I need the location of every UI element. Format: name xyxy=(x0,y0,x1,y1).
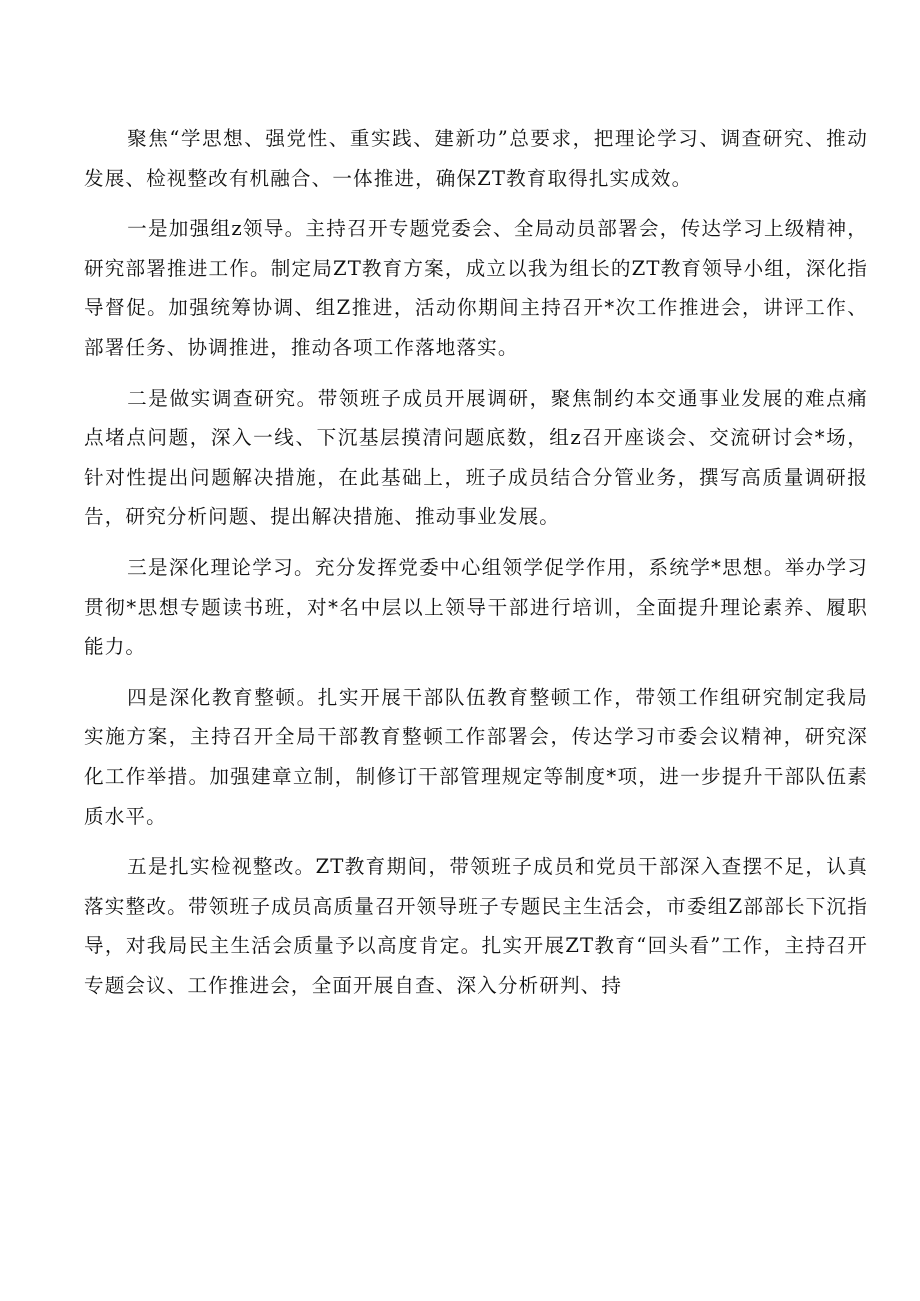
document-body xyxy=(84,119,868,1016)
paragraph-theory-study: 三是深化理论学习。充分发挥党委中心组领学促学作用，系统学*思想。举办学习贯彻*思想专题读书班，对*名中层以上领导干部进行培训，全面提升理论素养、履职能力。 xyxy=(84,555,868,659)
paragraph-intro: 聚焦“学思想、强党性、重实践、建新功”总要求，把理论学习、调查研究、推动发展、检视整改有机融合、一体推进，确保ZT教育取得扎实成效。 xyxy=(84,127,868,190)
paragraph-research: 二是做实调查研究。带领班子成员开展调研，聚焦制约本交通事业发展的难点痛点堵点问题，深入一线、下沉基层摸清问题底数，组z召开座谈会、交流研讨会*场，针对性提出问题解决措施，在此基础上，班子成员结合分管业务，撰写高质量调研报告，研究分析问题、提出解决措施、推动事业发展。 xyxy=(84,386,868,529)
paragraph-education-rectification: 四是深化教育整顿。扎实开展干部队伍教育整顿工作，带领工作组研究制定我局实施方案，主持召开全局干部教育整顿工作部署会，传达学习市委会议精神，研究深化工作举措。加强建章立制，制修订干部管理规定等制度*项，进一步提升干部队伍素质水平。 xyxy=(84,685,868,828)
paragraph-leadership: 一是加强组z领导。主持召开专题党委会、全局动员部署会，传达学习上级精神，研究部署推进工作。制定局ZT教育方案，成立以我为组长的ZT教育领导小组，深化指导督促。加强统筹协调、组Z推进，活动你期间主持召开*次工作推进会，讲评工作、部署任务、协调推进，推动各项工作落地落实。 xyxy=(84,217,868,359)
paragraph-inspection-rectification: 五是扎实检视整改。ZT教育期间，带领班子成员和党员干部深入查摆不足，认真落实整改。带领班子成员高质量召开领导班子专题民主生活会，市委组Z部部长下沉指导，对我局民主生活会质量予以高度肯定。扎实开展ZT教育“回头看”工作，主持召开专题会议、工作推进会，全面开展自查、深入分析研判、持 xyxy=(84,855,868,997)
